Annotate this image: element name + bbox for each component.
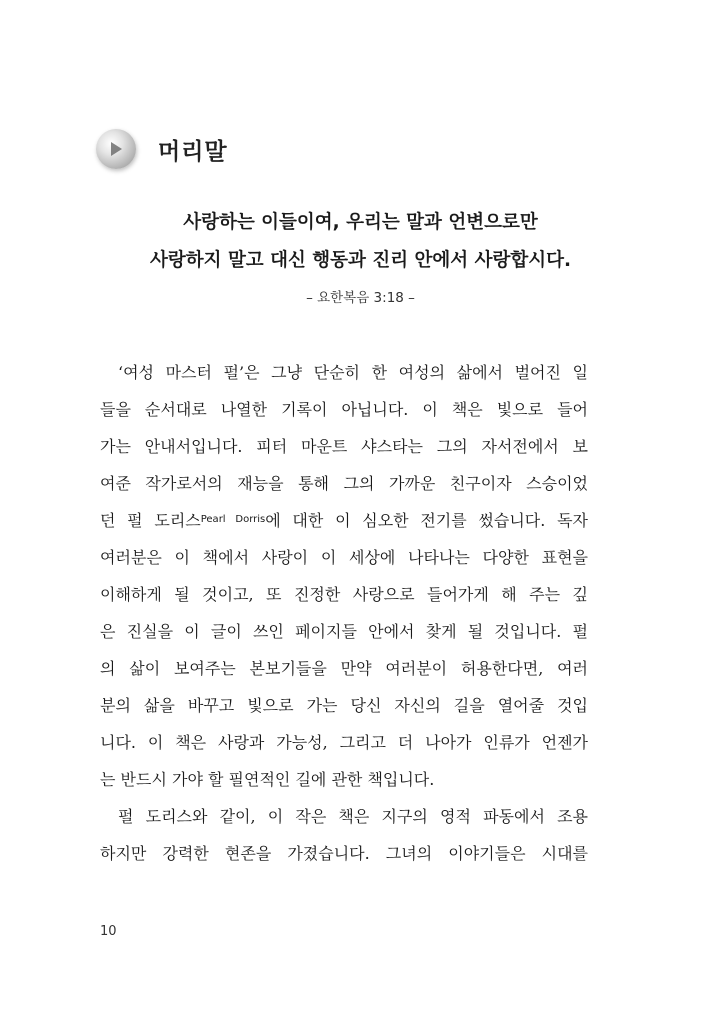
body-line: 의 삶이 보여주는 본보기들을 만약 여러분이 허용한다면, 여러	[100, 659, 588, 678]
english-name-annotation: Pearl Dorris	[200, 514, 266, 525]
body-line	[100, 502, 588, 539]
body-line: 들을 순서대로 나열한 기록이 아닙니다. 이 책은 빛으로 들어	[100, 400, 588, 419]
body-text-segment: 던 펄 도리스	[100, 511, 201, 530]
section-heading	[96, 124, 228, 174]
body-line: 여준 작가로서의 재능을 통해 그의 가까운 친구이자 스승이었	[100, 474, 588, 493]
epigraph-line-1: 사랑하는 이들이여, 우리는 말과 언변으로만	[183, 212, 538, 233]
body-line: 는 반드시 가야 할 필연적인 길에 관한 책입니다.	[100, 770, 435, 789]
body-line: 니다. 이 책은 사랑과 가능성, 그리고 더 나아가 인류가 언젠가	[100, 733, 588, 752]
body-line: 분의 삶을 바꾸고 빛으로 가는 당신 자신의 길을 열어줄 것입	[100, 696, 588, 715]
page-number: 10	[100, 924, 117, 939]
body-line: 이해하게 될 것이고, 또 진정한 사랑으로 들어가게 해 주는 깊	[100, 585, 588, 604]
body-line: 하지만 강력한 현존을 가졌습니다. 그녀의 이야기들은 시대를	[100, 844, 588, 863]
epigraph-source: – 요한복음 3:18 –	[306, 290, 415, 306]
body-paragraphs	[100, 354, 588, 872]
body-line: 은 진실을 이 글이 쓰인 페이지들 안에서 찾게 될 것입니다. 펄	[100, 622, 588, 641]
body-line: ‘여성 마스터 펄’은 그냥 단순히 한 여성의 삶에서 벌어진 일	[118, 363, 588, 382]
sphere-play-icon	[96, 129, 136, 169]
page-title: 머리말	[158, 138, 228, 165]
body-line: 가는 안내서입니다. 피터 마운트 샤스타는 그의 자서전에서 보	[100, 437, 588, 456]
body-text-segment: 에 대한 이 심오한 전기를 썼습니다. 독자	[265, 511, 588, 530]
epigraph-line-2: 사랑하지 말고 대신 행동과 진리 안에서 사랑합시다.	[150, 250, 571, 271]
body-line: 펄 도리스와 같이, 이 작은 책은 지구의 영적 파동에서 조용	[118, 807, 588, 826]
body-line: 여러분은 이 책에서 사랑이 이 세상에 나타나는 다양한 표현을	[100, 548, 588, 567]
